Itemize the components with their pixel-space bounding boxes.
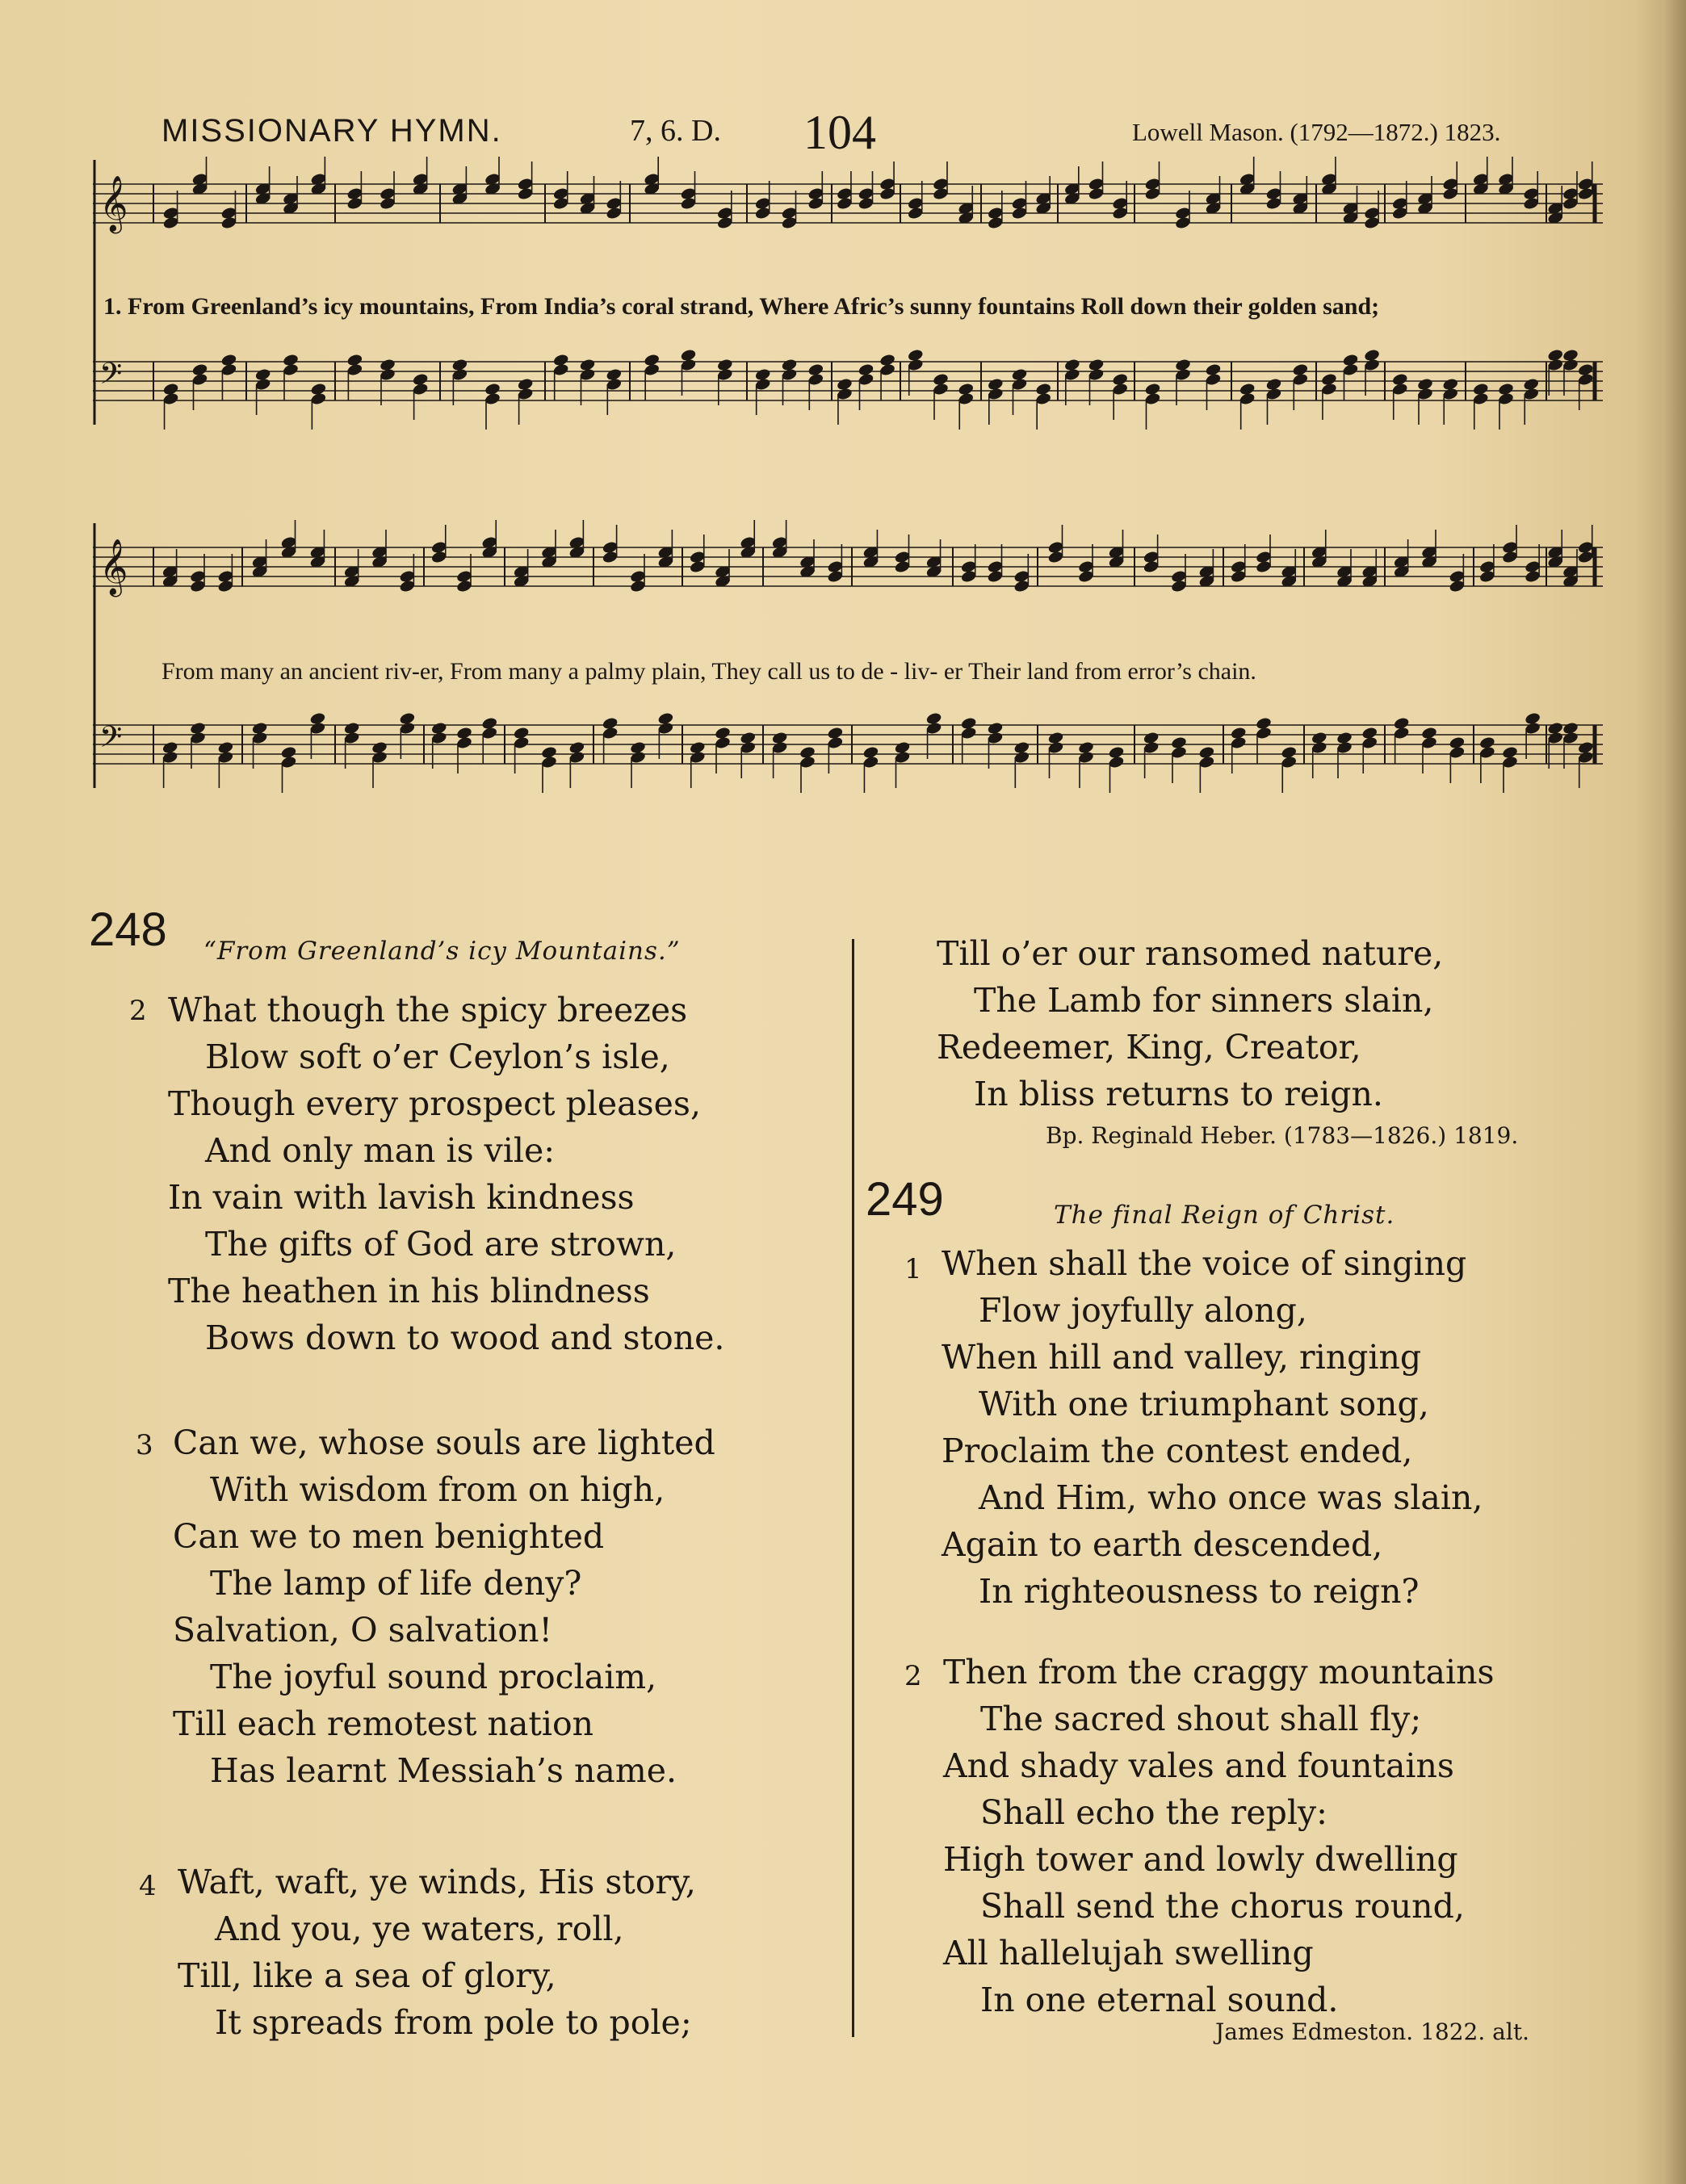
verse-line: When shall the voice of singing — [942, 1244, 1467, 1283]
stanza-249-2 — [943, 1649, 1495, 2023]
note-head — [1416, 377, 1433, 391]
note-head — [1562, 348, 1579, 362]
note-head — [161, 740, 178, 754]
stanza-number: 2 — [904, 1660, 922, 1692]
note-head — [191, 363, 208, 376]
note-head — [740, 731, 757, 744]
note-head — [1497, 382, 1514, 396]
hymn-title-248: “From Greenland’s icy Mountains.” — [203, 937, 681, 966]
verse-line: Till o’er our ransomed nature, — [937, 934, 1444, 973]
note-head — [716, 358, 733, 371]
lyrics-line-1: 1. From Greenland’s icy mountains, From India’s coral strand, Where Afric’s sunny fountains Roll down their golden sand; — [103, 293, 1380, 320]
note-head — [1047, 731, 1064, 744]
verse-line: And only man is vile: — [205, 1131, 556, 1170]
note-head — [220, 353, 237, 367]
note-head — [1255, 716, 1272, 730]
stanza-248-3 — [173, 1419, 715, 1794]
verse-line: It spreads from pole to pole; — [215, 2003, 692, 2042]
note-head — [1292, 363, 1309, 376]
note-head — [1364, 348, 1381, 362]
hymn-number-248: 248 — [89, 903, 167, 956]
note-head — [1205, 363, 1222, 376]
note-head — [1442, 377, 1459, 391]
note-head — [689, 740, 706, 754]
treble-clef-icon: 𝄞 — [99, 175, 128, 232]
note-head — [754, 367, 771, 381]
note-head — [484, 382, 501, 396]
note-head — [1063, 358, 1080, 371]
verse-line: Shall echo the reply: — [980, 1793, 1327, 1832]
attribution-249: James Edmeston. 1822. alt. — [1215, 2018, 1529, 2045]
note-head — [1035, 382, 1052, 396]
note-head — [346, 353, 363, 367]
note-head — [513, 726, 530, 740]
note-head — [781, 358, 798, 371]
verse-line: The gifts of God are strown, — [205, 1225, 677, 1264]
note-head — [1501, 745, 1518, 759]
note-head — [1013, 740, 1030, 754]
note-head — [987, 377, 1004, 391]
verse-line: Salvation, O salvation! — [173, 1611, 552, 1650]
attribution-248: Bp. Reginald Heber. (1783—1826.) 1819. — [1046, 1122, 1519, 1149]
note-head — [371, 740, 388, 754]
note-head — [1336, 731, 1353, 744]
note-head — [310, 382, 327, 396]
note-head — [282, 353, 299, 367]
stanza-number: 3 — [136, 1429, 153, 1461]
verse-line: Till each remotest nation — [173, 1704, 594, 1743]
note-head — [1011, 367, 1028, 381]
verse-line: All hallelujah swelling — [943, 1934, 1314, 1972]
note-head — [1077, 740, 1094, 754]
note-head — [379, 358, 396, 371]
note-head — [836, 377, 853, 391]
hymn-number-249: 249 — [866, 1173, 944, 1226]
note-head — [1170, 736, 1187, 749]
note-head — [1144, 382, 1161, 396]
score-system-2 — [93, 525, 1603, 848]
verse-line: The Lamb for sinners slain, — [974, 981, 1434, 1020]
verse-line: The heathen in his blindness — [168, 1272, 650, 1310]
note-head — [579, 358, 596, 371]
note-head — [1472, 382, 1489, 396]
verse-line: In bliss returns to reign. — [974, 1075, 1383, 1113]
note-head — [162, 382, 179, 396]
note-head — [280, 745, 297, 759]
note-head — [827, 726, 844, 740]
note-head — [1393, 716, 1410, 730]
verse-line: And shady vales and fountains — [943, 1746, 1454, 1785]
note-head — [987, 721, 1004, 735]
stanza-number: 2 — [129, 995, 147, 1027]
note-head — [1577, 363, 1594, 376]
note-head — [602, 716, 619, 730]
stanza-number: 1 — [904, 1253, 922, 1285]
note-head — [858, 363, 874, 376]
page-edge — [1662, 0, 1686, 2184]
music-system-2 — [93, 525, 1603, 848]
note-head — [251, 721, 268, 735]
verse-line: Then from the craggy mountains — [943, 1653, 1495, 1691]
note-head — [958, 382, 975, 396]
verse-line: What though the spicy breezes — [168, 991, 688, 1029]
note-head — [1265, 377, 1282, 391]
column-divider — [852, 939, 854, 2037]
note-head — [1562, 721, 1579, 735]
stanza-number: 4 — [139, 1870, 157, 1902]
note-head — [644, 353, 661, 367]
music-system-1 — [93, 161, 1603, 484]
verse-line: The lamp of life deny? — [210, 1564, 582, 1603]
note-head — [1361, 726, 1378, 740]
note-head — [1449, 736, 1466, 749]
hymn-tune-title: MISSIONARY HYMN. — [161, 113, 502, 149]
note-head — [894, 740, 911, 754]
verse-line: Till, like a sea of glory, — [178, 1956, 556, 1995]
note-head — [1108, 745, 1125, 759]
stanza-248-4 — [178, 1859, 696, 2046]
note-head — [1174, 358, 1191, 371]
note-head — [1391, 372, 1408, 386]
stanza-249-1 — [942, 1240, 1483, 1615]
bass-clef-icon: 𝄢 — [99, 357, 123, 398]
note-head — [1143, 731, 1160, 744]
note-head — [657, 711, 674, 725]
note-head — [932, 372, 949, 386]
bass-clef-icon: 𝄢 — [99, 720, 123, 761]
note-head — [771, 731, 788, 744]
verse-line: Proclaim the contest ended, — [942, 1432, 1413, 1470]
note-head — [714, 726, 731, 740]
verse-line: The joyful sound proclaim, — [210, 1658, 657, 1696]
verse-line: High tower and lowly dwelling — [943, 1840, 1458, 1879]
note-head — [189, 721, 206, 735]
verse-line: Has learnt Messiah’s name. — [210, 1751, 677, 1790]
stanza-248-2 — [168, 987, 724, 1361]
note-head — [1311, 731, 1327, 744]
note-head — [412, 372, 429, 386]
note-head — [481, 716, 498, 730]
verse-line: Though every prospect pleases, — [168, 1084, 702, 1123]
verse-line: Waft, waft, ye winds, His story, — [178, 1863, 696, 1901]
note-head — [1088, 358, 1105, 371]
note-head — [879, 353, 896, 367]
note-head — [517, 377, 534, 391]
note-head — [799, 745, 816, 759]
note-head — [455, 726, 472, 740]
lyrics-line-2: From many an ancient riv-er, From many a palmy plain, They call us to de - liv- er Their land from error’s chain. — [161, 658, 1256, 685]
note-head — [451, 358, 468, 371]
verse-line: Can we, whose souls are lighted — [173, 1423, 715, 1462]
verse-line: With one triumphant song, — [979, 1385, 1429, 1423]
meter: 7, 6. D. — [630, 114, 721, 148]
note-head — [1342, 353, 1359, 367]
verse-line: Flow joyfully along, — [979, 1291, 1307, 1330]
note-head — [629, 740, 646, 754]
note-head — [1112, 372, 1129, 386]
verse-line: The sacred shout shall fly; — [980, 1700, 1422, 1738]
note-head — [552, 353, 569, 367]
verse-line: In righteousness to reign? — [979, 1572, 1420, 1611]
note-head — [254, 367, 271, 381]
composer-credit: Lowell Mason. (1792—1872.) 1823. — [1132, 118, 1501, 146]
verse-line: Shall send the chorus round, — [980, 1887, 1465, 1926]
note-head — [1198, 745, 1215, 759]
page-number: 104 — [803, 106, 876, 159]
verse-line: In one eternal sound. — [980, 1981, 1339, 2019]
note-head — [217, 740, 234, 754]
note-head — [862, 745, 879, 759]
note-head — [1281, 745, 1298, 759]
note-head — [960, 716, 977, 730]
note-head — [606, 367, 623, 381]
note-head — [430, 721, 447, 735]
note-head — [1525, 711, 1541, 725]
note-head — [309, 711, 326, 725]
verse-line: Redeemer, King, Creator, — [937, 1028, 1361, 1067]
note-head — [1230, 726, 1247, 740]
note-head — [680, 348, 697, 362]
note-head — [1320, 372, 1337, 386]
note-head — [907, 348, 924, 362]
treble-clef-icon: 𝄞 — [99, 539, 128, 595]
verse-line: Can we to men benighted — [173, 1517, 605, 1556]
verse-line: When hill and valley, ringing — [942, 1338, 1422, 1377]
note-head — [1478, 736, 1495, 749]
note-head — [343, 721, 360, 735]
note-head — [1547, 721, 1564, 735]
verse-line: And you, ye waters, roll, — [215, 1909, 624, 1948]
note-head — [1420, 726, 1437, 740]
note-head — [1523, 377, 1540, 391]
note-head — [925, 711, 942, 725]
note-head — [399, 711, 416, 725]
verse-line: And Him, who once was slain, — [979, 1478, 1483, 1517]
note-head — [1547, 348, 1564, 362]
verse-line: With wisdom from on high, — [210, 1470, 665, 1509]
verse-line: In vain with lavish kindness — [168, 1178, 635, 1217]
note-head — [1239, 382, 1256, 396]
score-system-1 — [93, 161, 1603, 484]
note-head — [807, 363, 824, 376]
note-head — [568, 740, 585, 754]
verse-line: Blow soft o’er Ceylon’s isle, — [205, 1038, 670, 1076]
note-head — [1577, 740, 1594, 754]
verse-line: Again to earth descended, — [942, 1525, 1383, 1564]
verse-line: Bows down to wood and stone. — [205, 1318, 725, 1357]
hymn-title-249: The final Reign of Christ. — [1054, 1201, 1395, 1230]
note-head — [540, 745, 557, 759]
stanza-248-4-continued — [937, 930, 1443, 1117]
